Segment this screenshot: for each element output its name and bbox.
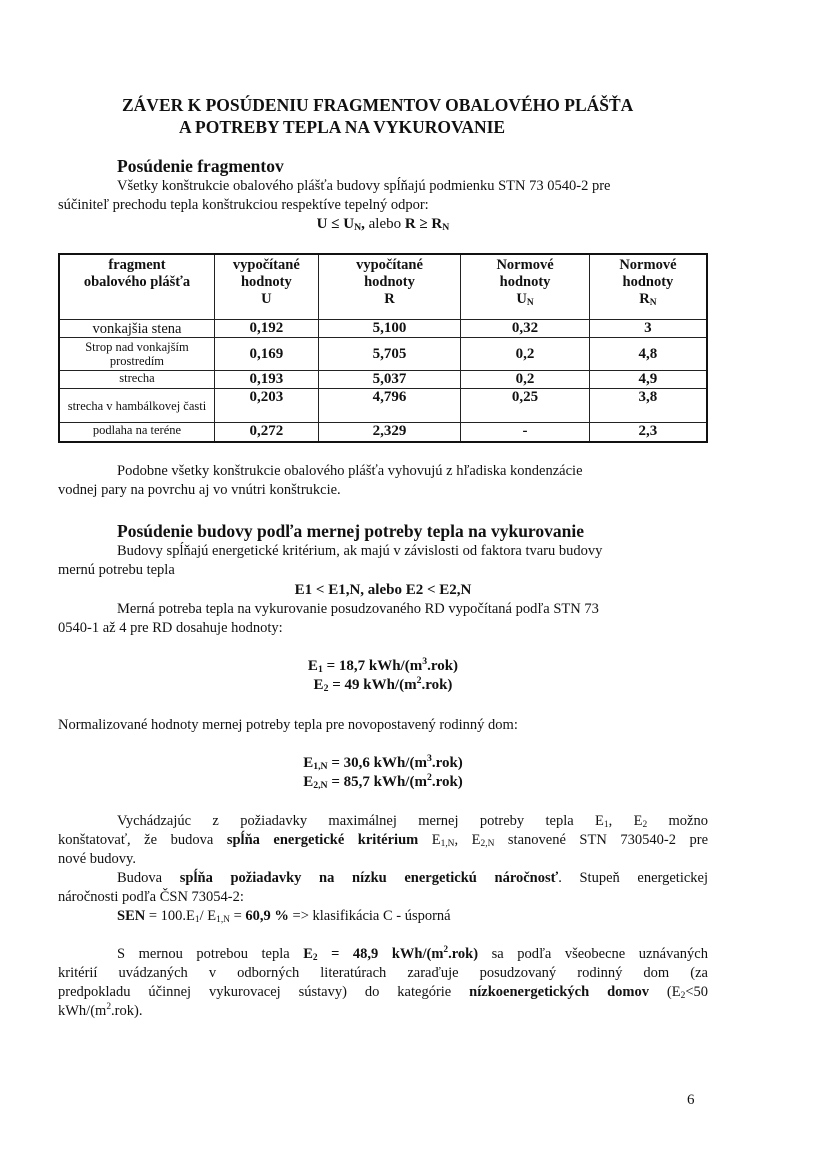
column-header: vypočítané hodnoty U bbox=[214, 254, 318, 320]
cell-fragment: podlaha na teréne bbox=[59, 423, 214, 442]
fragments-table bbox=[58, 253, 708, 443]
condition-formula bbox=[58, 215, 708, 234]
text: N bbox=[354, 222, 362, 233]
paragraph-line: Vychádzajúc z požiadavky maximálnej mernej potreby tepla $E_1$, $E_2$ možno bbox=[117, 813, 708, 830]
formula-e2: $E_2 = 49$ kWh/$(m^2.rok)$ bbox=[313, 675, 453, 694]
paragraph-line: náročnosti podľa ČSN 73054-2: bbox=[58, 889, 244, 905]
cell-fragment: strecha bbox=[59, 371, 214, 389]
paragraph-line: kWh/$(m^2.rok)$. bbox=[58, 1002, 143, 1019]
sen-formula: SEN = $100.E_1/$ $E_{1,N} = 60,9$ % => klasifikácia C - úsporná bbox=[117, 908, 451, 925]
text: ≥ R bbox=[415, 216, 443, 232]
column-header: vypočítané hodnoty R bbox=[318, 254, 461, 320]
paragraph-line: kritérií uvádzaných v odborných literatúrach zaraďuje posudzovaný rodinný dom (za bbox=[58, 965, 708, 981]
paragraph-line bbox=[117, 177, 708, 196]
column-header: Normové hodnoty $U_N$ bbox=[461, 254, 590, 320]
cell-fragment: Strop nad vonkajším prostredím bbox=[59, 338, 214, 371]
cell-rn: 3,8 bbox=[589, 389, 707, 423]
cell-un: 0,2 bbox=[461, 338, 590, 371]
title-line-2: A POTREBY TEPLA NA VYKUROVANIE bbox=[179, 117, 506, 137]
cell-fragment: strecha v hambálkovej časti bbox=[59, 389, 214, 423]
cell-r: 5,100 bbox=[318, 320, 461, 338]
paragraph-line: konštatovať, že budova spĺňa energetické kritérium $E_{1,N}$, $E_{2,N}$ stanovené STN 730540-2 pre bbox=[58, 832, 709, 849]
paragraph-line: Merná potreba tepla na vykurovanie posudzovaného RD vypočítaná podľa STN 73 bbox=[117, 601, 599, 617]
paragraph-line: Podobne všetky konštrukcie obalového plášťa vyhovujú z hľadiska kondenzácie bbox=[117, 463, 583, 479]
formula-e2n: $E_{2,N} = 85,7$ kWh/$(m^2.rok)$ bbox=[303, 772, 463, 791]
table-row bbox=[59, 371, 707, 389]
text: alebo bbox=[364, 216, 405, 232]
cell-rn: 2,3 bbox=[589, 423, 707, 442]
cell-un: - bbox=[461, 423, 590, 442]
table-row bbox=[59, 423, 707, 442]
formula-e1n: $E_{1,N} = 30,6$ kWh/$(m^3.rok)$ bbox=[303, 753, 463, 772]
cell-un: 0,2 bbox=[461, 371, 590, 389]
column-header: fragment obalového plášťa bbox=[59, 254, 214, 320]
table-row bbox=[59, 338, 707, 371]
cell-fragment: vonkajšia stena bbox=[59, 320, 214, 338]
cell-r: 5,037 bbox=[318, 371, 461, 389]
cell-r: 4,796 bbox=[318, 389, 461, 423]
paragraph-line: 0540-1 až 4 pre RD dosahuje hodnoty: bbox=[58, 620, 283, 636]
table-row bbox=[59, 320, 707, 338]
criterion-formula: E1 < E1,N, alebo E2 < E2,N bbox=[294, 582, 472, 598]
section-heading-fragments: Posúdenie fragmentov bbox=[117, 156, 284, 176]
paragraph-line: Budovy spĺňajú energetické kritérium, ak majú v závislosti od faktora tvaru budovy bbox=[117, 543, 603, 559]
formula-e1: $E_1 = 18,7$ kWh/$(m^3.rok)$ bbox=[307, 656, 459, 675]
cell-r: 5,705 bbox=[318, 338, 461, 371]
cell-un: 0,32 bbox=[461, 320, 590, 338]
text: ≤ U bbox=[327, 216, 355, 232]
cell-u: 0,203 bbox=[214, 389, 318, 423]
page-number: 6 bbox=[687, 1092, 695, 1108]
paragraph-line: Normalizované hodnoty mernej potreby tepla pre novopostavený rodinný dom: bbox=[58, 717, 518, 733]
text: Všetky konštrukcie obalového plášťa budovy spĺňajú podmienku STN 73 0540-2 pre bbox=[117, 178, 611, 194]
text: U bbox=[316, 216, 328, 232]
paragraph-line: nové budovy. bbox=[58, 851, 136, 867]
text: , bbox=[361, 216, 365, 232]
text: N bbox=[442, 222, 450, 233]
title-line-1: ZÁVER K POSÚDENIU FRAGMENTOV OBALOVÉHO PLÁŠŤA bbox=[122, 95, 634, 115]
paragraph-line: mernú potrebu tepla bbox=[58, 562, 175, 578]
cell-u: 0,192 bbox=[214, 320, 318, 338]
cell-u: 0,193 bbox=[214, 371, 318, 389]
cell-u: 0,169 bbox=[214, 338, 318, 371]
cell-rn: 3 bbox=[589, 320, 707, 338]
paragraph-line: S mernou potrebou tepla $E_2 = 48,9$ kWh/$(m^2.rok)$ sa podľa všeobecne uznávaných bbox=[117, 945, 708, 963]
table-header-row bbox=[59, 254, 707, 320]
paragraph-line: vodnej pary na povrchu aj vo vnútri konštrukcie. bbox=[58, 482, 341, 498]
cell-un: 0,25 bbox=[461, 389, 590, 423]
paragraph-line: predpokladu účinnej vykurovacej sústavy) do kategórie nízkoenergetických domov ($E_2<50$ bbox=[58, 984, 709, 1001]
column-header: Normové hodnoty $R_N$ bbox=[589, 254, 707, 320]
text: R bbox=[404, 216, 416, 232]
paragraph-line: súčiniteľ prechodu tepla konštrukciou respektíve tepelný odpor: bbox=[58, 197, 429, 213]
paragraph-line: Budova spĺňa požiadavky na nízku energetickú náročnosť. Stupeň energetickej bbox=[117, 870, 708, 886]
cell-r: 2,329 bbox=[318, 423, 461, 442]
section-heading-energy: Posúdenie budovy podľa mernej potreby tepla na vykurovanie bbox=[117, 521, 584, 541]
cell-rn: 4,9 bbox=[589, 371, 707, 389]
cell-u: 0,272 bbox=[214, 423, 318, 442]
cell-rn: 4,8 bbox=[589, 338, 707, 371]
table-row bbox=[59, 389, 707, 423]
